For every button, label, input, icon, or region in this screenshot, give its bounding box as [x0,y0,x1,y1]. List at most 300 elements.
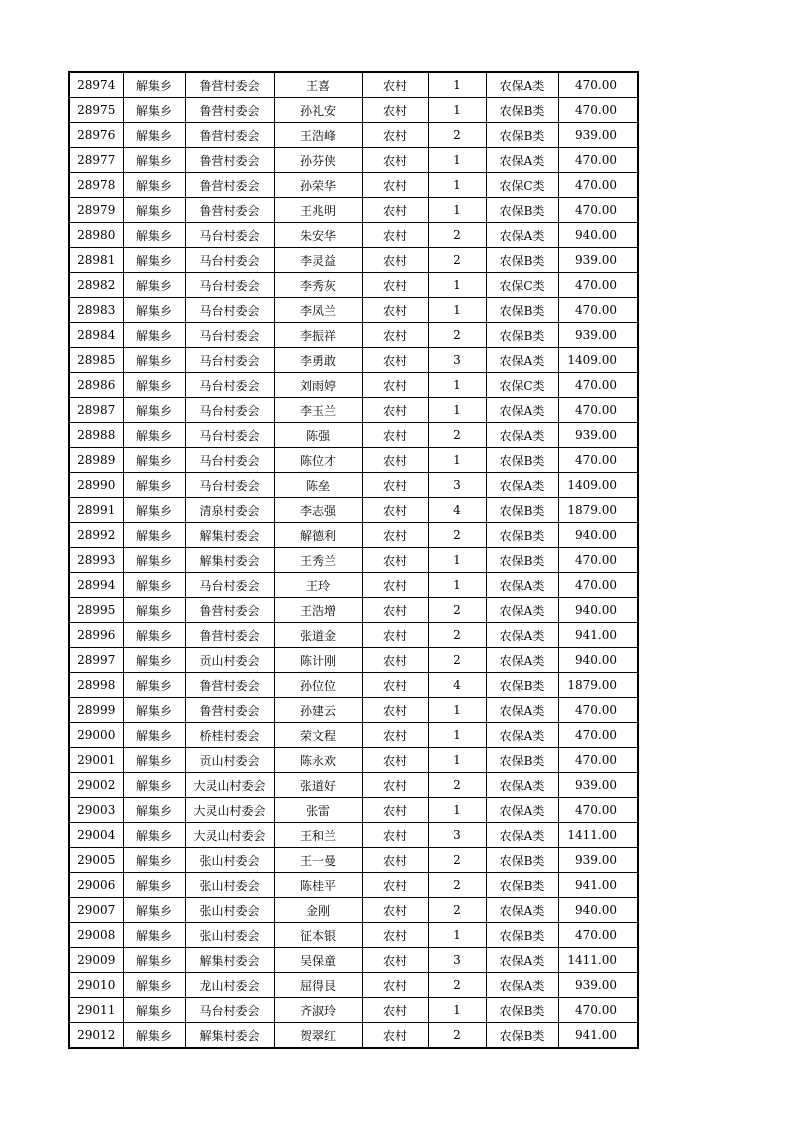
township-cell: 解集乡 [123,298,185,323]
amount-cell: 941.00 [558,623,638,648]
name-cell: 张道好 [274,773,362,798]
township-cell: 解集乡 [123,573,185,598]
amount-cell: 940.00 [558,648,638,673]
member-count-cell: 1 [428,698,486,723]
household-type-cell: 农村 [362,298,428,323]
insurance-category-cell: 农保B类 [486,873,558,898]
table-row [69,773,638,798]
table-row [69,823,638,848]
table-row [69,248,638,273]
table-row [69,923,638,948]
record-id-cell: 28992 [69,523,123,548]
record-id-cell: 29004 [69,823,123,848]
township-cell: 解集乡 [123,623,185,648]
insurance-category-cell: 农保C类 [486,273,558,298]
amount-cell: 1879.00 [558,673,638,698]
insurance-category-cell: 农保A类 [486,72,558,98]
name-cell: 孙芬侠 [274,148,362,173]
member-count-cell: 1 [428,998,486,1023]
village-committee-cell: 鲁营村委会 [185,72,274,98]
township-cell: 解集乡 [123,998,185,1023]
insurance-category-cell: 农保A类 [486,698,558,723]
record-id-cell: 28989 [69,448,123,473]
amount-cell: 939.00 [558,423,638,448]
village-committee-cell: 解集村委会 [185,948,274,973]
amount-cell: 470.00 [558,573,638,598]
table-row [69,298,638,323]
village-committee-cell: 解集村委会 [185,1023,274,1049]
table-row [69,998,638,1023]
household-type-cell: 农村 [362,673,428,698]
township-cell: 解集乡 [123,548,185,573]
household-type-cell: 农村 [362,848,428,873]
amount-cell: 939.00 [558,973,638,998]
name-cell: 金刚 [274,898,362,923]
township-cell: 解集乡 [123,698,185,723]
village-committee-cell: 鲁营村委会 [185,623,274,648]
table-row [69,498,638,523]
household-type-cell: 农村 [362,373,428,398]
amount-cell: 939.00 [558,248,638,273]
record-id-cell: 28976 [69,123,123,148]
township-cell: 解集乡 [123,923,185,948]
member-count-cell: 2 [428,648,486,673]
name-cell: 王一曼 [274,848,362,873]
name-cell: 荣文程 [274,723,362,748]
member-count-cell: 2 [428,223,486,248]
insurance-category-cell: 农保A类 [486,723,558,748]
amount-cell: 939.00 [558,323,638,348]
village-committee-cell: 大灵山村委会 [185,823,274,848]
township-cell: 解集乡 [123,948,185,973]
table-row [69,948,638,973]
township-cell: 解集乡 [123,72,185,98]
record-id-cell: 28994 [69,573,123,598]
member-count-cell: 1 [428,748,486,773]
household-type-cell: 农村 [362,873,428,898]
insurance-category-cell: 农保B类 [486,298,558,323]
village-committee-cell: 马台村委会 [185,273,274,298]
insurance-category-cell: 农保A类 [486,223,558,248]
record-id-cell: 29012 [69,1023,123,1049]
member-count-cell: 1 [428,373,486,398]
township-cell: 解集乡 [123,973,185,998]
village-committee-cell: 大灵山村委会 [185,798,274,823]
amount-cell: 1409.00 [558,348,638,373]
household-type-cell: 农村 [362,323,428,348]
name-cell: 刘雨婷 [274,373,362,398]
household-type-cell: 农村 [362,898,428,923]
insurance-category-cell: 农保A类 [486,823,558,848]
member-count-cell: 1 [428,548,486,573]
township-cell: 解集乡 [123,448,185,473]
name-cell: 朱安华 [274,223,362,248]
township-cell: 解集乡 [123,273,185,298]
village-committee-cell: 大灵山村委会 [185,773,274,798]
amount-cell: 470.00 [558,998,638,1023]
record-id-cell: 28987 [69,398,123,423]
insurance-category-cell: 农保A类 [486,573,558,598]
household-type-cell: 农村 [362,248,428,273]
name-cell: 李振祥 [274,323,362,348]
record-id-cell: 28988 [69,423,123,448]
household-type-cell: 农村 [362,698,428,723]
township-cell: 解集乡 [123,673,185,698]
record-id-cell: 29001 [69,748,123,773]
amount-cell: 939.00 [558,848,638,873]
household-type-cell: 农村 [362,773,428,798]
member-count-cell: 1 [428,72,486,98]
village-committee-cell: 马台村委会 [185,473,274,498]
household-type-cell: 农村 [362,723,428,748]
household-type-cell: 农村 [362,223,428,248]
record-id-cell: 29005 [69,848,123,873]
amount-cell: 470.00 [558,448,638,473]
name-cell: 张道金 [274,623,362,648]
insurance-category-cell: 农保A类 [486,948,558,973]
township-cell: 解集乡 [123,473,185,498]
insurance-category-cell: 农保B类 [486,448,558,473]
table-row [69,623,638,648]
name-cell: 王喜 [274,72,362,98]
village-committee-cell: 马台村委会 [185,423,274,448]
record-id-cell: 28980 [69,223,123,248]
member-count-cell: 4 [428,498,486,523]
member-count-cell: 1 [428,448,486,473]
amount-cell: 470.00 [558,548,638,573]
amount-cell: 1411.00 [558,948,638,973]
insurance-category-cell: 农保B类 [486,523,558,548]
name-cell: 孙礼安 [274,98,362,123]
village-committee-cell: 鲁营村委会 [185,148,274,173]
table-row [69,748,638,773]
household-type-cell: 农村 [362,198,428,223]
household-type-cell: 农村 [362,598,428,623]
insurance-category-cell: 农保A类 [486,798,558,823]
member-count-cell: 2 [428,898,486,923]
table-row [69,598,638,623]
village-committee-cell: 鲁营村委会 [185,173,274,198]
record-id-cell: 29002 [69,773,123,798]
table-row [69,548,638,573]
insurance-category-cell: 农保A类 [486,598,558,623]
name-cell: 王浩增 [274,598,362,623]
amount-cell: 939.00 [558,773,638,798]
table-row [69,173,638,198]
household-type-cell: 农村 [362,123,428,148]
amount-cell: 470.00 [558,798,638,823]
member-count-cell: 2 [428,523,486,548]
record-id-cell: 28997 [69,648,123,673]
table-row [69,873,638,898]
record-id-cell: 29007 [69,898,123,923]
household-type-cell: 农村 [362,548,428,573]
amount-cell: 940.00 [558,223,638,248]
member-count-cell: 1 [428,173,486,198]
insurance-category-cell: 农保B类 [486,123,558,148]
name-cell: 王秀兰 [274,548,362,573]
village-committee-cell: 马台村委会 [185,348,274,373]
record-id-cell: 28991 [69,498,123,523]
household-type-cell: 农村 [362,623,428,648]
township-cell: 解集乡 [123,848,185,873]
household-type-cell: 农村 [362,648,428,673]
township-cell: 解集乡 [123,198,185,223]
insurance-category-cell: 农保A类 [486,398,558,423]
table-row [69,848,638,873]
amount-cell: 470.00 [558,398,638,423]
amount-cell: 470.00 [558,198,638,223]
table-row [69,698,638,723]
record-id-cell: 28993 [69,548,123,573]
member-count-cell: 1 [428,798,486,823]
amount-cell: 470.00 [558,923,638,948]
village-committee-cell: 龙山村委会 [185,973,274,998]
insurance-category-cell: 农保A类 [486,973,558,998]
member-count-cell: 2 [428,773,486,798]
township-cell: 解集乡 [123,523,185,548]
record-id-cell: 28990 [69,473,123,498]
amount-cell: 470.00 [558,72,638,98]
household-type-cell: 农村 [362,98,428,123]
name-cell: 李凤兰 [274,298,362,323]
table-row [69,973,638,998]
insurance-category-cell: 农保B类 [486,198,558,223]
amount-cell: 940.00 [558,523,638,548]
amount-cell: 470.00 [558,148,638,173]
amount-cell: 470.00 [558,98,638,123]
household-type-cell: 农村 [362,273,428,298]
village-committee-cell: 清泉村委会 [185,498,274,523]
village-committee-cell: 马台村委会 [185,298,274,323]
member-count-cell: 3 [428,348,486,373]
village-committee-cell: 鲁营村委会 [185,598,274,623]
village-committee-cell: 马台村委会 [185,323,274,348]
household-type-cell: 农村 [362,348,428,373]
insurance-category-cell: 农保B类 [486,248,558,273]
member-count-cell: 2 [428,623,486,648]
township-cell: 解集乡 [123,723,185,748]
member-count-cell: 1 [428,398,486,423]
insurance-category-cell: 农保B类 [486,98,558,123]
name-cell: 李志强 [274,498,362,523]
table-row [69,373,638,398]
household-type-cell: 农村 [362,823,428,848]
household-type-cell: 农村 [362,173,428,198]
record-id-cell: 29008 [69,923,123,948]
amount-cell: 470.00 [558,298,638,323]
record-id-cell: 28984 [69,323,123,348]
village-committee-cell: 马台村委会 [185,248,274,273]
insurance-category-cell: 农保A类 [486,623,558,648]
household-type-cell: 农村 [362,973,428,998]
insurance-category-cell: 农保B类 [486,498,558,523]
member-count-cell: 2 [428,248,486,273]
amount-cell: 940.00 [558,598,638,623]
township-cell: 解集乡 [123,648,185,673]
table-row [69,72,638,98]
insurance-category-cell: 农保A类 [486,148,558,173]
village-committee-cell: 马台村委会 [185,373,274,398]
name-cell: 齐淑玲 [274,998,362,1023]
insurance-category-cell: 农保C类 [486,373,558,398]
amount-cell: 470.00 [558,698,638,723]
table-row [69,798,638,823]
village-committee-cell: 张山村委会 [185,898,274,923]
table-row [69,98,638,123]
record-id-cell: 28998 [69,673,123,698]
insurance-category-cell: 农保A类 [486,648,558,673]
household-type-cell: 农村 [362,923,428,948]
village-committee-cell: 马台村委会 [185,998,274,1023]
member-count-cell: 1 [428,298,486,323]
township-cell: 解集乡 [123,123,185,148]
household-type-cell: 农村 [362,1023,428,1049]
member-count-cell: 1 [428,723,486,748]
township-cell: 解集乡 [123,498,185,523]
village-committee-cell: 贡山村委会 [185,748,274,773]
member-count-cell: 1 [428,198,486,223]
household-type-cell: 农村 [362,148,428,173]
record-id-cell: 29010 [69,973,123,998]
amount-cell: 940.00 [558,898,638,923]
record-id-cell: 29011 [69,998,123,1023]
name-cell: 征本银 [274,923,362,948]
name-cell: 王兆明 [274,198,362,223]
household-type-cell: 农村 [362,473,428,498]
township-cell: 解集乡 [123,398,185,423]
township-cell: 解集乡 [123,1023,185,1049]
amount-cell: 470.00 [558,723,638,748]
insurance-category-cell: 农保C类 [486,173,558,198]
name-cell: 王玲 [274,573,362,598]
township-cell: 解集乡 [123,598,185,623]
name-cell: 李玉兰 [274,398,362,423]
village-committee-cell: 鲁营村委会 [185,198,274,223]
village-committee-cell: 鲁营村委会 [185,123,274,148]
table-row [69,148,638,173]
township-cell: 解集乡 [123,98,185,123]
record-id-cell: 28978 [69,173,123,198]
table-row [69,448,638,473]
household-type-cell: 农村 [362,498,428,523]
member-count-cell: 2 [428,873,486,898]
name-cell: 陈垒 [274,473,362,498]
village-committee-cell: 张山村委会 [185,848,274,873]
record-id-cell: 29006 [69,873,123,898]
insurance-category-cell: 农保A类 [486,898,558,923]
household-type-cell: 农村 [362,798,428,823]
village-committee-cell: 张山村委会 [185,873,274,898]
household-type-cell: 农村 [362,423,428,448]
township-cell: 解集乡 [123,348,185,373]
amount-cell: 1409.00 [558,473,638,498]
record-id-cell: 28974 [69,72,123,98]
village-committee-cell: 马台村委会 [185,448,274,473]
township-cell: 解集乡 [123,898,185,923]
member-count-cell: 2 [428,423,486,448]
insurance-category-cell: 农保B类 [486,998,558,1023]
township-cell: 解集乡 [123,823,185,848]
household-type-cell: 农村 [362,448,428,473]
table-row [69,123,638,148]
village-committee-cell: 马台村委会 [185,398,274,423]
name-cell: 陈计刚 [274,648,362,673]
name-cell: 陈位才 [274,448,362,473]
name-cell: 吴保童 [274,948,362,973]
name-cell: 李秀灰 [274,273,362,298]
table-row [69,348,638,373]
insurance-category-cell: 农保A类 [486,473,558,498]
name-cell: 陈永欢 [274,748,362,773]
household-type-cell: 农村 [362,523,428,548]
member-count-cell: 3 [428,948,486,973]
insurance-category-cell: 农保B类 [486,548,558,573]
amount-cell: 1879.00 [558,498,638,523]
table-row [69,323,638,348]
table-row [69,673,638,698]
township-cell: 解集乡 [123,423,185,448]
table-row [69,1023,638,1049]
township-cell: 解集乡 [123,798,185,823]
record-id-cell: 28983 [69,298,123,323]
member-count-cell: 1 [428,273,486,298]
member-count-cell: 2 [428,323,486,348]
township-cell: 解集乡 [123,148,185,173]
amount-cell: 941.00 [558,1023,638,1049]
name-cell: 孙位位 [274,673,362,698]
township-cell: 解集乡 [123,223,185,248]
amount-cell: 470.00 [558,173,638,198]
village-committee-cell: 解集村委会 [185,523,274,548]
table-row [69,898,638,923]
name-cell: 陈强 [274,423,362,448]
member-count-cell: 1 [428,148,486,173]
amount-cell: 1411.00 [558,823,638,848]
table-row [69,398,638,423]
member-count-cell: 1 [428,573,486,598]
insurance-category-cell: 农保A类 [486,773,558,798]
member-count-cell: 2 [428,1023,486,1049]
member-count-cell: 1 [428,923,486,948]
record-id-cell: 28975 [69,98,123,123]
household-type-cell: 农村 [362,573,428,598]
table-row [69,473,638,498]
record-id-cell: 29003 [69,798,123,823]
name-cell: 屈得艮 [274,973,362,998]
record-id-cell: 29000 [69,723,123,748]
record-id-cell: 28982 [69,273,123,298]
township-cell: 解集乡 [123,323,185,348]
village-committee-cell: 马台村委会 [185,223,274,248]
record-id-cell: 28985 [69,348,123,373]
insurance-category-cell: 农保B类 [486,923,558,948]
amount-cell: 470.00 [558,273,638,298]
record-id-cell: 28979 [69,198,123,223]
household-type-cell: 农村 [362,998,428,1023]
records-table [68,71,639,1049]
name-cell: 贺翠红 [274,1023,362,1049]
member-count-cell: 1 [428,98,486,123]
village-committee-cell: 鲁营村委会 [185,673,274,698]
record-id-cell: 28981 [69,248,123,273]
name-cell: 李灵益 [274,248,362,273]
member-count-cell: 2 [428,973,486,998]
amount-cell: 941.00 [558,873,638,898]
township-cell: 解集乡 [123,373,185,398]
table-body [69,72,638,1048]
insurance-category-cell: 农保B类 [486,1023,558,1049]
